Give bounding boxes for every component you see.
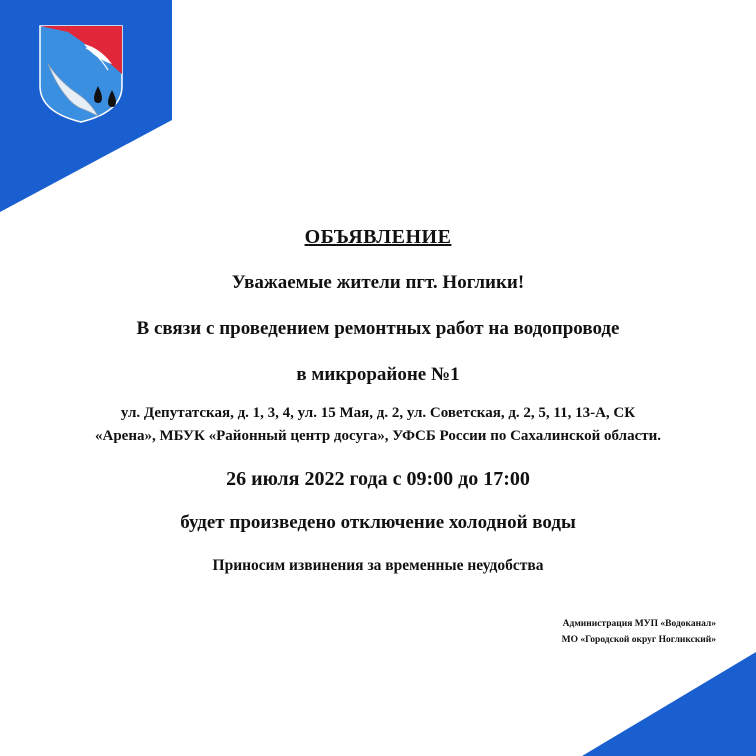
signature-line-1: Администрация МУП «Водоканал»: [562, 619, 716, 629]
announcement-title: ОБЪЯВЛЕНИЕ: [304, 226, 452, 248]
district-line: в микрорайоне №1: [296, 364, 460, 385]
water-shutoff-line: будет произведено отключение холодной воды: [180, 512, 576, 533]
greeting-line: Уважаемые жители пгт. Ноглики!: [231, 272, 525, 293]
date-time-line: 26 июля 2022 года с 09:00 до 17:00: [226, 468, 530, 490]
address-line-2: «Арена», МБУК «Районный центр досуга», УФСБ России по Сахалинской области.: [94, 428, 662, 444]
address-line-1: ул. Депутатская, д. 1, 3, 4, ул. 15 Мая, д. 2, ул. Советская, д. 2, 5, 11, 13-А, СК: [120, 405, 636, 421]
signature-line-2: МО «Городской округ Ногликский»: [561, 635, 716, 645]
apology-line: Приносим извинения за временные неудобства: [212, 557, 544, 574]
repair-notice-line: В связи с проведением ремонтных работ на водопроводе: [136, 318, 620, 339]
coat-of-arms-icon: [38, 24, 124, 124]
